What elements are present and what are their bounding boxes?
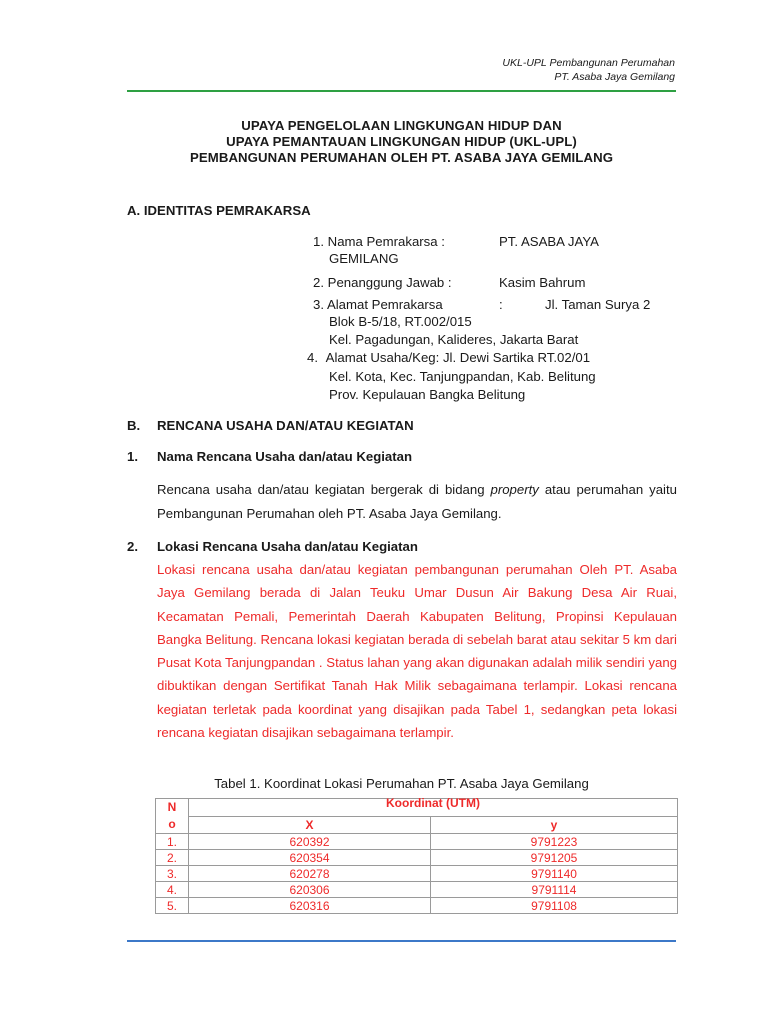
item-value-continued: Blok B-5/18, RT.002/015	[329, 314, 472, 329]
item-number: 3.	[313, 297, 324, 312]
document-title-line-1: UPAYA PENGELOLAAN LINGKUNGAN HIDUP DAN	[241, 118, 562, 133]
item-value-continued: Prov. Kepulauan Bangka Belitung	[329, 387, 526, 402]
subsection-2-heading: Lokasi Rencana Usaha dan/atau Kegiatan	[157, 539, 418, 554]
document-title-line-2: UPAYA PEMANTAUAN LINGKUNGAN HIDUP (UKL-UPL)	[226, 134, 577, 149]
subsection-1-heading: Nama Rencana Usaha dan/atau Kegiatan	[157, 449, 413, 464]
item-label: Alamat Pemrakarsa	[326, 297, 443, 312]
item-number: 4.	[307, 350, 318, 365]
no-column-header: N o	[156, 799, 189, 834]
list-item	[313, 296, 443, 314]
item-number: 1.	[313, 234, 324, 249]
header-rule	[127, 90, 676, 92]
item-colon: :	[499, 297, 503, 312]
footer-rule	[127, 940, 676, 942]
item-value: Kasim Bahrum	[499, 275, 586, 290]
item-value-continued: Kel. Pagadungan, Kalideres, Jakarta Barat	[329, 332, 579, 347]
item-number: 2.	[313, 275, 324, 290]
subsection-2-paragraph: Lokasi rencana usaha dan/atau kegiatan pembangunan perumahan Oleh PT. Asaba Jaya Gemilang berada di Jalan Teuku Umar Dusun Air Bakung Desa Air Ruai, Kecamatan Pemali, Pemerintah Daerah Kabupaten Belitung, Propinsi Kepulauan Bangka Belitung. Rencana lokasi kegiatan berada di sebelah barat atau sekitar 5 km dari Pusat Kota Tanjungpandan . Status lahan yang akan digunakan adalah milik sendiri yang dibuktikan dengan Sertifikat Tanah Hak Milik sebagaimana terlampir. Lokasi rencana kegiatan terletak pada koordinat yang disajikan pada Tabel 1, sedangkan peta lokasi rencana kegiatan disajikan sebagaimana terlampir.	[157, 562, 677, 741]
item-label: Nama Pemrakarsa :	[327, 234, 445, 249]
subsection-1-paragraph: Rencana usaha dan/atau kegiatan bergerak di bidang property atau perumahan yaitu Pembangunan Perumahan oleh PT. Asaba Jaya Gemilang.	[157, 482, 677, 521]
item-value: Jl. Taman Surya 2	[545, 297, 651, 312]
table-caption: Tabel 1. Koordinat Lokasi Perumahan PT. Asaba Jaya Gemilang	[214, 776, 589, 791]
running-header	[502, 56, 675, 84]
table-header-row	[156, 799, 678, 817]
section-a-heading: A. IDENTITAS PEMRAKARSA	[127, 203, 311, 218]
coordinate-table	[155, 798, 678, 914]
table-row: 3. 620278 9791140	[156, 866, 678, 882]
list-item	[307, 349, 590, 367]
italic-term: property	[490, 482, 539, 497]
table-row: 1. 620392 9791223	[156, 834, 678, 850]
item-value-continued: Kel. Kota, Kec. Tanjungpandan, Kab. Belitung	[329, 369, 596, 384]
x-column-header: X	[189, 816, 431, 834]
document-title-line-3: PEMBANGUNAN PERUMAHAN OLEH PT. ASABA JAYA GEMILANG	[189, 150, 614, 165]
subsection-2-number: 2.	[127, 539, 138, 554]
table-row: 4. 620306 9791114	[156, 882, 678, 898]
table-subheader-row	[156, 816, 678, 834]
table-row: 2. 620354 9791205	[156, 850, 678, 866]
item-label: Penanggung Jawab :	[327, 275, 452, 290]
header-line-1: UKL-UPL Pembangunan Perumahan	[502, 57, 675, 69]
header-line-2: PT. Asaba Jaya Gemilang	[554, 71, 675, 83]
y-column-header: y	[431, 816, 678, 834]
item-value: PT. ASABA JAYA	[499, 234, 599, 249]
list-item	[313, 233, 445, 251]
subsection-1-number: 1.	[127, 449, 138, 464]
section-b-heading: RENCANA USAHA DAN/ATAU KEGIATAN	[157, 418, 414, 433]
item-value-continued: GEMILANG	[329, 251, 399, 266]
coordinate-group-header: Koordinat (UTM)	[189, 799, 678, 817]
item-text: Alamat Usaha/Keg: Jl. Dewi Sartika RT.02/01	[325, 350, 591, 365]
list-item	[313, 274, 452, 292]
section-b-letter: B.	[127, 418, 141, 433]
table-row: 5. 620316 9791108	[156, 898, 678, 914]
